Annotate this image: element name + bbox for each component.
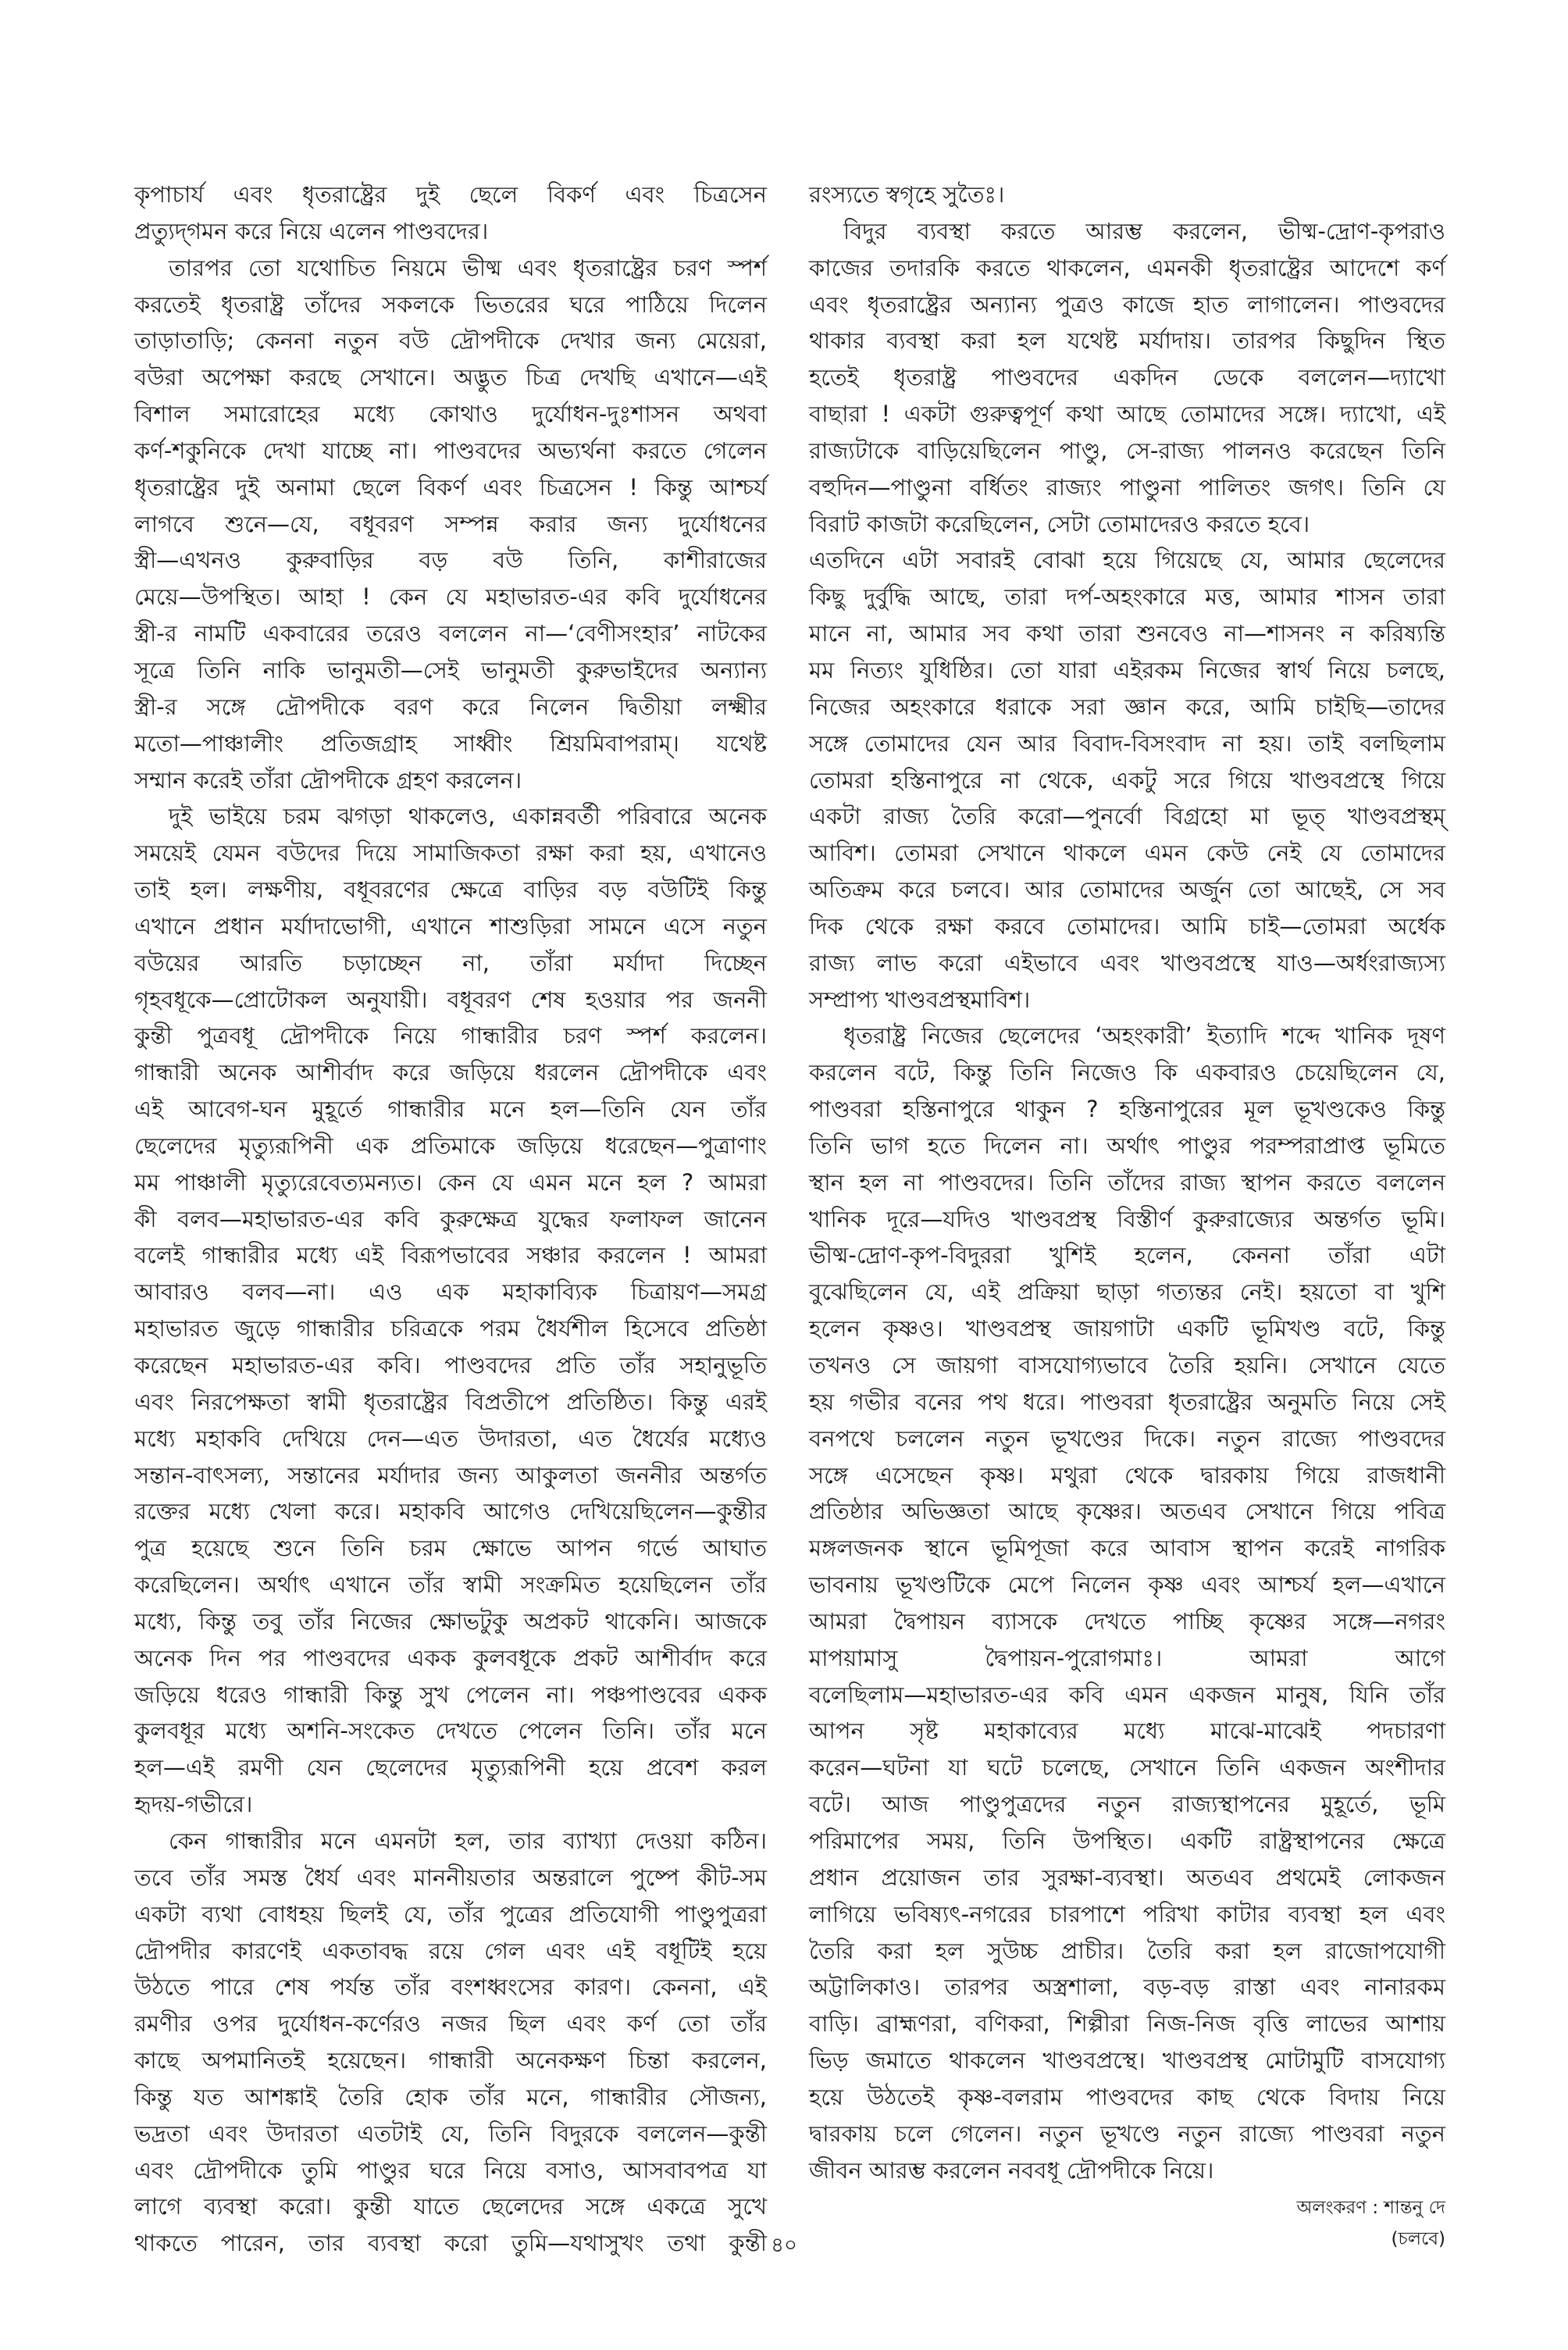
text-line: হতেই ধৃতরাষ্ট্র পাণ্ডবদের একদিন ডেকে বললেন—দ্যাখো: [809, 364, 1445, 391]
text-line: আবারও বলব—না। এও এক মহাকাব্যিক চিত্রায়ণ—সমগ্র: [134, 1278, 767, 1306]
text-line: তারপর তো যথোচিত নিয়মে ভীষ্ম এবং ধৃতরাষ্ট্রের চরণ স্পর্শ: [169, 254, 767, 281]
text-line: কিছু দুর্বুদ্ধি আছে, তারা দর্প-অহংকারে মত্ত, আমার শাসন তারা: [809, 583, 1445, 611]
text-line: তবে তাঁর সমস্ত ধৈর্য এবং মাননীয়তার অন্তরালে পুষ্পে কীট-সম: [134, 1863, 767, 1891]
text-line: একটা ব্যথা বোধহয় ছিলই যে, তাঁর পুত্রের প্রতিযোগী পাণ্ডুপুত্ররা: [134, 1900, 767, 1927]
text-line: এখানে প্রধান মর্যাদাভোগী, এখানে শাশুড়িরা সামনে এসে নতুন: [134, 912, 767, 940]
text-line: কী বলব—মহাভারত-এর কবি কুরুক্ষেত্র যুদ্ধের ফলাফল জানেন: [134, 1205, 767, 1232]
text-line: করেছিলেন। অর্থাৎ এখানে তাঁর স্বামী সংক্রমিত হয়েছিলেন তাঁর: [134, 1571, 767, 1599]
text-line: বটে। আজ পাণ্ডুপুত্রদের নতুন রাজ্যস্থাপনের মুহূর্তে, ভূমি: [809, 1791, 1445, 1818]
text-line: বহুদিন—পাণ্ডুনা বর্ধিতং রাজ্যং পাণ্ডুনা পালিতং জগৎ। তিনি যে: [809, 473, 1445, 501]
text-line: তোমরা হস্তিনাপুরে না থেকে, একটু সরে গিয়ে খাণ্ডবপ্রস্থে গিয়ে: [809, 766, 1445, 793]
text-line: পরিমাপের সময়, তিনি উপস্থিত। একটি রাষ্ট্রস্থাপনের ক্ষেত্রে: [809, 1827, 1445, 1854]
text-line: মাপয়ামাসু দ্বৈপায়ন-পুরোগমাঃ। আমরা আগে: [809, 1644, 1445, 1671]
text-line: অতিক্রম করে চলবে। আর তোমাদের অর্জুন তো আছেই, সে সব: [809, 876, 1445, 904]
text-line: ছেলেদের মৃত্যুরূপিনী এক প্রতিমাকে জড়িয়ে ধরেছেন—পুত্রাণাং: [134, 1132, 767, 1159]
text-line: মেয়ে—উপস্থিত। আহা ! কেন যে মহাভারত-এর কবি দুর্যোধনের: [134, 583, 767, 611]
text-line: রংস্যতে স্বগৃহে সুতৈঃ।: [809, 181, 1005, 208]
text-line: সঙ্গে এসেছেন কৃষ্ণ। মথুরা থেকে দ্বারকায় গিয়ে রাজধানী: [809, 1461, 1445, 1489]
text-line: এতদিনে এটা সবারই বোঝা হয়ে গিয়েছে যে, আমার ছেলেদের: [809, 547, 1445, 574]
text-line: বিশাল সমারোহের মধ্যে কোথাও দুর্যোধন-দুঃশাসন অথবা: [134, 401, 767, 428]
text-line: এই আবেগ-ঘন মুহূর্তে গান্ধারীর মনে হল—তিনি যেন তাঁর: [134, 1096, 767, 1123]
text-line: জড়িয়ে ধরেও গান্ধারী কিন্তু সুখ পেলেন না। পঞ্চপাণ্ডবের একক: [134, 1681, 767, 1708]
text-line: একটা রাজ্য তৈরি করো—পুনর্বো বিগ্রহো মা ভূত্‌ খাণ্ডবপ্রস্থম্‌: [809, 803, 1445, 830]
text-line: গৃহবধূকে—প্রোটোকল অনুযায়ী। বধূবরণ শেষ হওয়ার পর জননী: [134, 986, 767, 1013]
continued-note: (চলবে): [1391, 2229, 1445, 2250]
text-line: স্ত্রী—এখনও কুরুবাড়ির বড় বউ তিনি, কাশীরাজের: [134, 547, 767, 574]
text-line: কেন গান্ধারীর মনে এমনটা হল, তার ব্যাখ্যা দেওয়া কঠিন।: [169, 1827, 767, 1854]
text-line: প্রত্যুদ্‌গমন করে নিয়ে এলেন পাণ্ডবদের।: [134, 217, 489, 244]
text-line: উঠতে পারে শেষ পর্যন্ত তাঁর বংশধ্বংসের কারণ। কেননা, এই: [134, 1974, 767, 2001]
text-line: হৃদয়-গভীরে।: [134, 1791, 253, 1818]
left-column: [134, 177, 767, 2262]
text-line: বলেই গান্ধারীর মধ্যে এই বিরূপভাবের সঞ্চার করলেন ! আমরা: [134, 1242, 767, 1269]
text-line: তাই হল। লক্ষণীয়, বধূবরণের ক্ষেত্রে বাড়ির বড় বউটিই কিন্তু: [134, 876, 767, 904]
text-line: আমরা দ্বৈপায়ন ব্যাসকে দেখতে পাচ্ছি কৃষ্ণের সঙ্গে—নগরং: [809, 1607, 1445, 1635]
text-line: রমণীর ওপর দুর্যোধন-কর্ণেরও নজর ছিল এবং কর্ণ তো তাঁর: [134, 2010, 767, 2038]
text-line: মম পাঞ্চালী মৃত্যুরেবেত্যমন্যত। কেন যে এমন মনে হল ? আমরা: [134, 1168, 767, 1196]
text-line: বউরা অপেক্ষা করছে সেখানে। অদ্ভুত চিত্র দেখছি এখানে—এই: [134, 364, 767, 391]
text-line: এবং দ্রৌপদীকে তুমি পাণ্ডুর ঘরে নিয়ে বসাও, আসবাবপত্র যা: [134, 2156, 767, 2184]
text-line: লাগবে শুনে—যে, বধূবরণ সম্পন্ন করার জন্য দুর্যোধনের: [134, 510, 767, 537]
text-line: স্ত্রী-র সঙ্গে দ্রৌপদীকে বরণ করে নিলেন দ্বিতীয়া লক্ষ্মীর: [134, 693, 767, 720]
text-line: ভদ্রতা এবং উদারতা এতটাই যে, তিনি বিদুরকে বললেন—কুন্তী: [134, 2120, 767, 2147]
text-line: তৈরি করা হল সুউচ্চ প্রাচীর। তৈরি করা হল রাজোপযোগী: [809, 1937, 1445, 1964]
text-line: মধ্যে, কিন্তু তবু তাঁর নিজের ক্ষোভটুকু অপ্রকট থাকেনি। আজকে: [134, 1607, 767, 1635]
text-line: মধ্যে মহাকবি দেখিয়ে দেন—এত উদারতা, এত ধৈর্যের মধ্যেও: [134, 1425, 767, 1452]
text-line: প্রতিষ্ঠার অভিজ্ঞতা আছে কৃষ্ণের। অতএব সেখানে গিয়ে পবিত্র: [809, 1498, 1445, 1525]
text-line: এবং নিরপেক্ষতা স্বামী ধৃতরাষ্ট্রের বিপ্রতীপে প্রতিষ্ঠিত। কিন্তু এরই: [134, 1388, 767, 1415]
text-line: কুলবধূর মধ্যে অশনি-সংকেত দেখতে পেলেন তিনি। তাঁর মনে: [134, 1717, 767, 1745]
text-line: লাগে ব্যবস্থা করো। কুন্তী যাতে ছেলেদের সঙ্গে একত্রে সুখে: [134, 2193, 767, 2220]
text-line: রাজ্য লাভ করো এইভাবে এবং খাণ্ডবপ্রস্থে যাও—অর্ধংরাজ্যস্য: [809, 949, 1445, 976]
text-line: কাজের তদারকি করতে থাকলেন, এমনকী ধৃতরাষ্ট্রের আদেশে কর্ণ: [809, 254, 1445, 281]
text-line: আপন সৃষ্ট মহাকাব্যের মধ্যে মাঝে-মাঝেই পদচারণা: [809, 1717, 1445, 1745]
text-line: রক্তের মধ্যে খেলা করে। মহাকবি আগেও দেখিয়েছিলেন—কুন্তীর: [134, 1498, 767, 1525]
text-line: হলেন কৃষ্ণও। খাণ্ডবপ্রস্থ জায়গাটা একটি ভূমিখণ্ড বটে, কিন্তু: [809, 1315, 1445, 1343]
text-line: বলেছিলাম—মহাভারত-এর কবি এমন একজন মানুষ, যিনি তাঁর: [809, 1681, 1445, 1708]
text-line: জীবন আরম্ভ করলেন নববধূ দ্রৌপদীকে নিয়ে।: [809, 2156, 1214, 2184]
text-line: মতো—পাঞ্চালীং প্রতিজগ্রাহ সাধ্বীং শ্রিয়মিবাপরাম্। যথেষ্ট: [134, 729, 767, 757]
text-line: সময়েই যেমন বউদের দিয়ে সামাজিকতা রক্ষা করা হয়, এখানেও: [134, 840, 767, 867]
text-line: গান্ধারী অনেক আশীর্বাদ করে জড়িয়ে ধরলেন দ্রৌপদীকে এবং: [134, 1059, 767, 1086]
text-line: লাগিয়ে ভবিষ্যৎ-নগরের চারপাশে পরিখা কাটার ব্যবস্থা হল এবং: [809, 1900, 1445, 1927]
text-line: অনেক দিন পর পাণ্ডবদের একক কুলবধূকে প্রকট আশীর্বাদ করে: [134, 1644, 767, 1671]
text-line: তখনও সে জায়গা বাসযোগ্যভাবে তৈরি হয়নি। সেখানে যেতে: [809, 1352, 1445, 1378]
text-line: বিদুর ব্যবস্থা করতে আরম্ভ করলেন, ভীষ্ম-দ্রোণ-কৃপরাও: [843, 217, 1445, 244]
text-line: কৃপাচার্য এবং ধৃতরাষ্ট্রের দুই ছেলে বিকর্ণ এবং চিত্রসেন: [134, 181, 767, 208]
right-column: [809, 177, 1445, 2188]
text-line: দ্বারকায় চলে গেলেন। নতুন ভূখণ্ডে নতুন রাজ্যে পাণ্ডবরা নতুন: [809, 2120, 1445, 2147]
text-line: হয়ে উঠতেই কৃষ্ণ-বলরাম পাণ্ডবদের কাছ থেকে বিদায় নিয়ে: [809, 2083, 1445, 2110]
text-line: ভিড় জমাতে থাকলেন খাণ্ডবপ্রস্থে। খাণ্ডবপ্রস্থ মোটামুটি বাসযোগ্য: [809, 2047, 1445, 2074]
text-line: দিক থেকে রক্ষা করবে তোমাদের। আমি চাই—তোমরা অর্ধেক: [809, 912, 1445, 940]
text-line: মম নিত্যং যুধিষ্ঠির। তো যারা এইরকম নিজের স্বার্থ নিয়ে চলছে,: [809, 656, 1445, 683]
text-line: থাকার ব্যবস্থা করা হল যথেষ্ট মর্যাদায়। তারপর কিছুদিন স্থিত: [809, 327, 1445, 355]
text-line: খানিক দূরে—যদিও খাণ্ডবপ্রস্থ বিস্তীর্ণ কুরুরাজ্যের অন্তর্গত ভূমি।: [809, 1205, 1445, 1232]
text-line: আবিশ। তোমরা সেখানে থাকলে এমন কেউ নেই যে তোমাদের: [809, 840, 1445, 867]
text-line: অট্টালিকাও। তারপর অস্ত্রশালা, বড়-বড় রাস্তা এবং নানারকম: [809, 1974, 1445, 2001]
text-line: সন্তান-বাৎসল্য, সন্তানের মর্যাদার জন্য আকুলতা জননীর অন্তর্গত: [134, 1461, 767, 1489]
text-line: ধৃতরাষ্ট্রের দুই অনামা ছেলে বিকর্ণ এবং চিত্রসেন ! কিন্তু আশ্চর্য: [134, 473, 767, 501]
text-line: সম্মান করেই তাঁরা দ্রৌপদীকে গ্রহণ করলেন।: [134, 766, 522, 793]
text-line: দুই ভাইয়ে চরম ঝগড়া থাকলেও, একান্নবর্তী পরিবারে অনেক: [169, 803, 767, 830]
text-line: বাড়ি। ব্রাহ্মণরা, বণিকরা, শিল্পীরা নিজ-নিজ বৃত্তি লাভের আশায়: [809, 2010, 1445, 2038]
text-line: তাড়াতাড়ি; কেননা নতুন বউ দ্রৌপদীকে দেখার জন্য মেয়েরা,: [134, 327, 767, 355]
text-line: কাছে অপমানিতই হয়েছেন। গান্ধারী অনেকক্ষণ চিন্তা করলেন,: [134, 2047, 767, 2074]
text-line: বিরাট কাজটা করেছিলেন, সেটা তোমাদেরও করতে হবে।: [809, 510, 1310, 537]
text-line: কুন্তী পুত্রবধূ দ্রৌপদীকে নিয়ে গান্ধারীর চরণ স্পর্শ করলেন।: [134, 1022, 767, 1050]
text-line: বনপথে চললেন নতুন ভূখণ্ডের দিকে। নতুন রাজ্যে পাণ্ডবদের: [809, 1425, 1445, 1452]
text-line: দ্রৌপদীর কারণেই একতাবদ্ধ রয়ে গেল এবং এই বধূটিই হয়ে: [134, 1937, 767, 1964]
text-line: বউয়ের আরতি চড়াচ্ছেন না, তাঁরা মর্যাদা দিচ্ছেন: [134, 949, 767, 976]
text-line: মঙ্গলজনক স্থানে ভূমিপূজা করে আবাস স্থাপন করেই নাগরিক: [809, 1535, 1445, 1562]
text-line: হয় গভীর বনের পথ ধরে। পাণ্ডবরা ধৃতরাষ্ট্রের অনুমতি নিয়ে সেই: [809, 1388, 1445, 1415]
text-line: এবং ধৃতরাষ্ট্রের অন্যান্য পুত্রও কাজে হাত লাগালেন। পাণ্ডবদের: [809, 291, 1445, 318]
text-line: রাজ্যটাকে বাড়িয়েছিলেন পাণ্ডু, সে-রাজ্য পালনও করেছেন তিনি: [809, 437, 1445, 464]
text-line: কর্ণ-শকুনিকে দেখা যাচ্ছে না। পাণ্ডবদের অভ্যর্থনা করতে গেলেন: [134, 437, 767, 464]
text-line: ধৃতরাষ্ট্র নিজের ছেলেদের ‘অহংকারী’ ইত্যাদি শব্দে খানিক দূষণ: [843, 1022, 1445, 1050]
text-line: হল—এই রমণী যেন ছেলেদের মৃত্যুরূপিনী হয়ে প্রবেশ করল: [134, 1754, 767, 1781]
text-line: নিজের অহংকারে ধরাকে সরা জ্ঞান করে, আমি চাইছি—তাদের: [809, 693, 1445, 720]
text-line: পাণ্ডবরা হস্তিনাপুরে থাকুন ? হস্তিনাপুরের মূল ভূখণ্ডকেও কিন্তু: [809, 1096, 1445, 1123]
right-column-wrapper: [809, 177, 1445, 2252]
text-line: সম্প্রাপ্য খাণ্ডবপ্রস্থমাবিশ।: [809, 986, 1031, 1013]
text-line: ভাবনায় ভূখণ্ডটিকে মেপে নিলেন কৃষ্ণ এবং আশ্চর্য হল—এখানে: [809, 1571, 1445, 1599]
text-line: করেছেন মহাভারত-এর কবি। পাণ্ডবদের প্রতি তাঁর সহানুভূতি: [134, 1352, 767, 1378]
text-line: স্ত্রী-র নামটি একবারের তরেও বললেন না—‘বেণীসংহার’ নাটকের: [134, 620, 767, 647]
page-number: ৪০: [771, 2234, 797, 2257]
text-line: প্রধান প্রয়োজন তার সুরক্ষা-ব্যবস্থা। অতএব প্রথমেই লোকজন: [809, 1863, 1445, 1891]
text-line: বুঝেছিলেন যে, এই প্রক্রিয়া ছাড়া গত্যন্তর নেই। হয়তো বা খুশি: [809, 1278, 1445, 1306]
text-line: মানে না, আমার সব কথা তারা শুনবেও না—শাসনং ন করিষ্যন্তি: [809, 620, 1445, 647]
text-line: সঙ্গে তোমাদের যেন আর বিবাদ-বিসংবাদ না হয়। তাই বলছিলাম: [809, 729, 1445, 757]
text-line: বাছারা ! একটা গুরুত্বপূর্ণ কথা আছে তোমাদের সঙ্গে। দ্যাখো, এই: [809, 401, 1445, 428]
text-line: করলেন বটে, কিন্তু তিনি নিজেও কি একবারও চেয়েছিলেন যে,: [809, 1059, 1445, 1086]
text-line: তিনি ভাগ হতে দিলেন না। অর্থাৎ পাণ্ডুর পরম্পরাপ্রাপ্ত ভূমিতে: [809, 1132, 1445, 1159]
text-line: কিন্তু যত আশঙ্কাই তৈরি হোক তাঁর মনে, গান্ধারীর সৌজন্য,: [134, 2083, 767, 2110]
text-line: করতেই ধৃতরাষ্ট্র তাঁদের সকলকে ভিতরের ঘরে পাঠিয়ে দিলেন: [134, 291, 767, 318]
text-line: সূত্রে তিনি নাকি ভানুমতী—সেই ভানুমতী কুরুভাইদের অন্যান্য: [134, 656, 767, 683]
text-line: স্থান হল না পাণ্ডবদের। তিনি তাঁদের রাজ্য স্থাপন করতে বললেন: [809, 1168, 1445, 1196]
text-line: করেন—ঘটনা যা ঘটে চলেছে, সেখানে তিনি একজন অংশীদার: [809, 1754, 1445, 1781]
text-line: থাকতে পারেন, তার ব্যবস্থা করো তুমি—যথাসুখং তথা কুন্তী: [134, 2230, 767, 2257]
text-line: ভীষ্ম-দ্রোণ-কৃপ-বিদুররা খুশিই হলেন, কেননা তাঁরা এটা: [809, 1242, 1445, 1269]
text-line: পুত্র হয়েছে শুনে তিনি চরম ক্ষোভে আপন গর্ভে আঘাত: [134, 1535, 767, 1562]
text-line: মহাভারত জুড়ে গান্ধারীর চরিত্রকে পরম ধৈর্যশীল হিসেবে প্রতিষ্ঠা: [134, 1315, 767, 1343]
illustration-credit: অলংকরণ : শান্তনু দে: [1296, 2198, 1445, 2219]
